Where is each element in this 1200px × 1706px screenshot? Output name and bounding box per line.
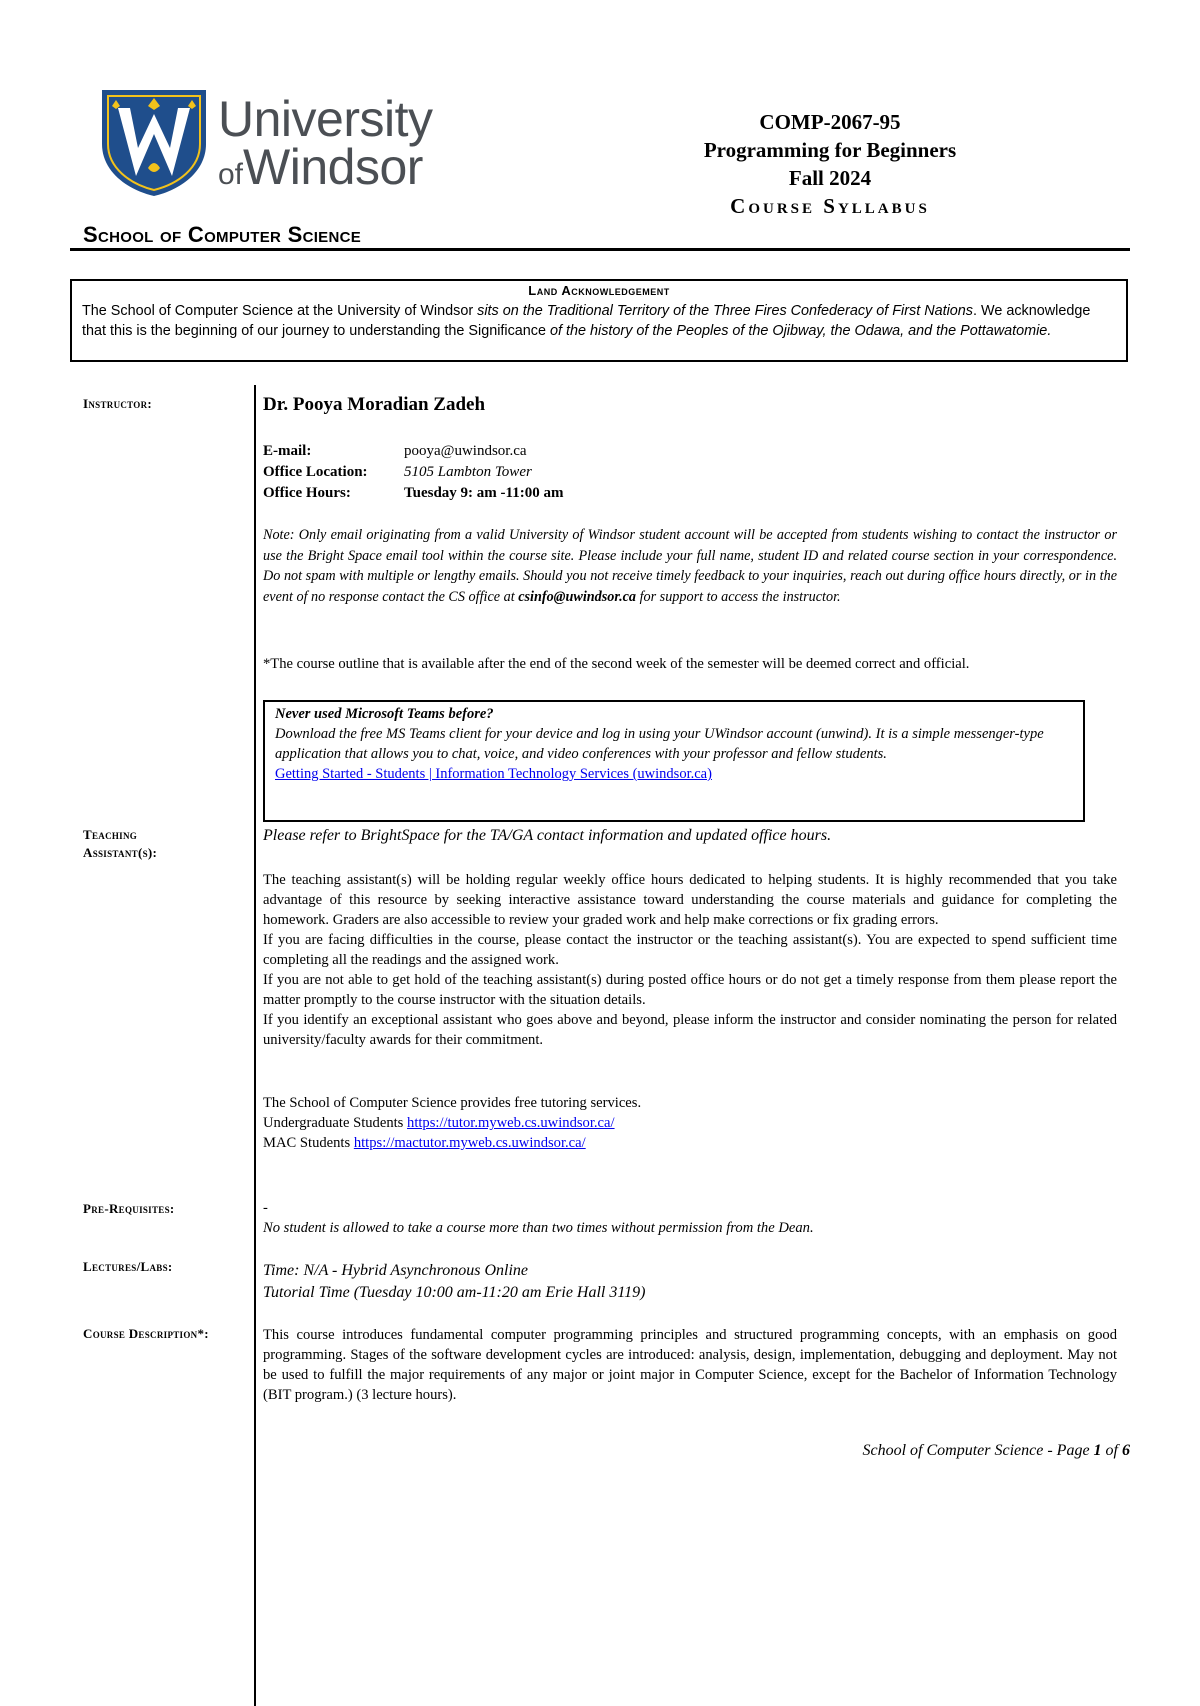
footer-text: School of Computer Science - Page <box>862 1442 1094 1459</box>
hours-value: Tuesday 9: am -11:00 am <box>404 485 564 501</box>
hours-row <box>263 483 1117 504</box>
office-row <box>263 462 1117 483</box>
land-text-part1: The School of Computer Science at the University of Windsor <box>82 303 478 319</box>
land-acknowledgement-box <box>70 279 1128 362</box>
land-text-part2: . We acknowledge that this is the beginning of our journey to understanding the Significance <box>82 303 1091 339</box>
course-name: Programming for Beginners <box>703 138 957 162</box>
tutorial-time: Tutorial Time (Tuesday 10:00 am-11:20 am Erie Hall 3119) <box>263 1284 646 1301</box>
office-label: Office Location: <box>263 464 368 480</box>
wordmark-of-windsor <box>218 138 423 196</box>
land-acknowledgement-text <box>82 301 1116 341</box>
crest-icon <box>98 86 210 198</box>
teams-getting-started-link[interactable]: Getting Started - Students | Information Technology Services (uwindsor.ca) <box>275 766 712 782</box>
ta-para-1: The teaching assistant(s) will be holding regular weekly office hours dedicated to helping students. It is highly recommended that you take advantage of this resource by seeking interactive assistance toward understanding the course materials and guidance for completing the homework. Graders are also accessible to review your graded work and help make corrections or fix grading errors. <box>263 872 1117 928</box>
wordmark-university: University <box>218 91 433 147</box>
wordmark-windsor: Windsor <box>243 139 423 195</box>
instructor-section <box>263 395 1117 415</box>
ms-teams-box <box>263 700 1085 822</box>
note-part1: Note: Only email originating from a valid University of Windsor student account will be accepted from students wishing to contact the instructor or use the Bright Space email tool within the course site. Please include your full name, student ID and related course section in your correspondence. Do not spam with multiple or lengthy emails. Should you not receive timely feedback to your inquiries, reach out during office hours directly, or in the event of no response contact the CS office at <box>263 527 1117 605</box>
footer-of: of <box>1101 1442 1122 1459</box>
land-text-italic1: sits on the Traditional Territory of the Three Fires Confederacy of First Nations <box>477 303 974 319</box>
header-divider <box>70 248 1130 251</box>
ta-para-3: If you are not able to get hold of the teaching assistant(s) during posted office hours or do not get a timely response from them please report the matter promptly to the course instructor with the situation details. <box>263 972 1117 1008</box>
university-logo <box>98 86 438 201</box>
mac-label: MAC Students <box>263 1135 354 1151</box>
course-description: This course introduces fundamental computer programming principles and structured programming concepts, with an emphasis on good programming. Stages of the software development cycles are introduced: analysis, design, implementation, debugging and deployment. May not be used to fulfill the major requirements of any major or joint major in Computer Science, except for the Bachelor of Information Technology (BIT program.) (3 lecture hours). <box>263 1327 1117 1403</box>
course-code: COMP-2067-95 <box>759 110 901 134</box>
email-row <box>263 441 1117 462</box>
note-cs-email[interactable]: csinfo@uwindsor.ca <box>518 588 637 605</box>
mac-tutor-link[interactable]: https://mactutor.myweb.cs.uwindsor.ca/ <box>353 1135 586 1151</box>
teams-body: Download the free MS Teams client for your device and log in using your UWindsor account (unwind). It is a simple messenger-type application that allows you to chat, voice, and video conferences with your professor and fellow students. <box>275 726 1044 762</box>
course-title-block <box>660 108 1000 220</box>
footer-page-total: 6 <box>1122 1442 1130 1459</box>
school-title: School of Computer Science <box>83 222 362 247</box>
footer-page-number: 1 <box>1093 1442 1102 1459</box>
instructor-name: Dr. Pooya Moradian Zadeh <box>263 394 486 415</box>
page-footer <box>700 1442 1130 1460</box>
prereq-section <box>263 1198 1117 1238</box>
ta-para-4: If you identify an exceptional assistant who goes above and beyond, please inform the instructor and consider nominating the person for related university/faculty awards for their commitment. <box>263 1012 1117 1048</box>
hours-label: Office Hours: <box>263 485 351 501</box>
label-course-description: Course Description*: <box>83 1326 209 1341</box>
outline-note: *The course outline that is available after the end of the second week of the semester will be deemed correct and official. <box>263 656 970 672</box>
lectures-section <box>263 1260 1117 1304</box>
email-label: E-mail: <box>263 443 312 459</box>
tutoring-section <box>263 1093 1117 1153</box>
land-text-italic2: of the history of the Peoples of the Ojibway, the Odawa, and the Pottawatomie. <box>550 323 1052 339</box>
course-syllabus-label: Course Syllabus <box>730 194 930 218</box>
teams-heading: Never used Microsoft Teams before? <box>275 706 494 722</box>
wordmark-of: of <box>218 158 244 191</box>
undergrad-label: Undergraduate Students <box>263 1115 408 1131</box>
label-prerequisites: Pre-Requisites: <box>83 1201 175 1216</box>
ta-para-2: If you are facing difficulties in the course, please contact the instructor or the teaching assistant(s). You are expected to spend sufficient time completing all the readings and the assigned work. <box>263 932 1117 968</box>
note-part2: for support to access the instructor. <box>636 588 841 605</box>
instructor-contact <box>263 441 1117 504</box>
course-term: Fall 2024 <box>788 166 872 190</box>
tutoring-intro: The School of Computer Science provides free tutoring services. <box>263 1095 642 1111</box>
label-instructor: Instructor: <box>83 396 153 411</box>
instructor-email-note <box>263 525 1117 607</box>
prereq-note: No student is allowed to take a course more than two times without permission from the Dean. <box>263 1220 814 1236</box>
ta-refer: Please refer to BrightSpace for the TA/GA contact information and updated office hours. <box>263 827 832 844</box>
undergrad-tutor-link[interactable]: https://tutor.myweb.cs.uwindsor.ca/ <box>407 1115 615 1131</box>
lecture-time: Time: N/A - Hybrid Asynchronous Online <box>263 1262 529 1279</box>
label-teaching-assistants: Teaching Assistant(s): <box>83 827 158 860</box>
land-acknowledgement-title: Land Acknowledgement <box>528 283 670 298</box>
prereq-value: - <box>263 1200 268 1216</box>
email-value[interactable]: pooya@uwindsor.ca <box>404 443 527 459</box>
office-value: 5105 Lambton Tower <box>404 464 532 480</box>
mac-tutor-row <box>263 1133 1117 1153</box>
undergrad-tutor-row <box>263 1113 1117 1133</box>
section-vertical-rule <box>254 385 256 1706</box>
ta-details <box>263 870 1117 1050</box>
label-lectures-labs: Lectures/Labs: <box>83 1259 173 1274</box>
